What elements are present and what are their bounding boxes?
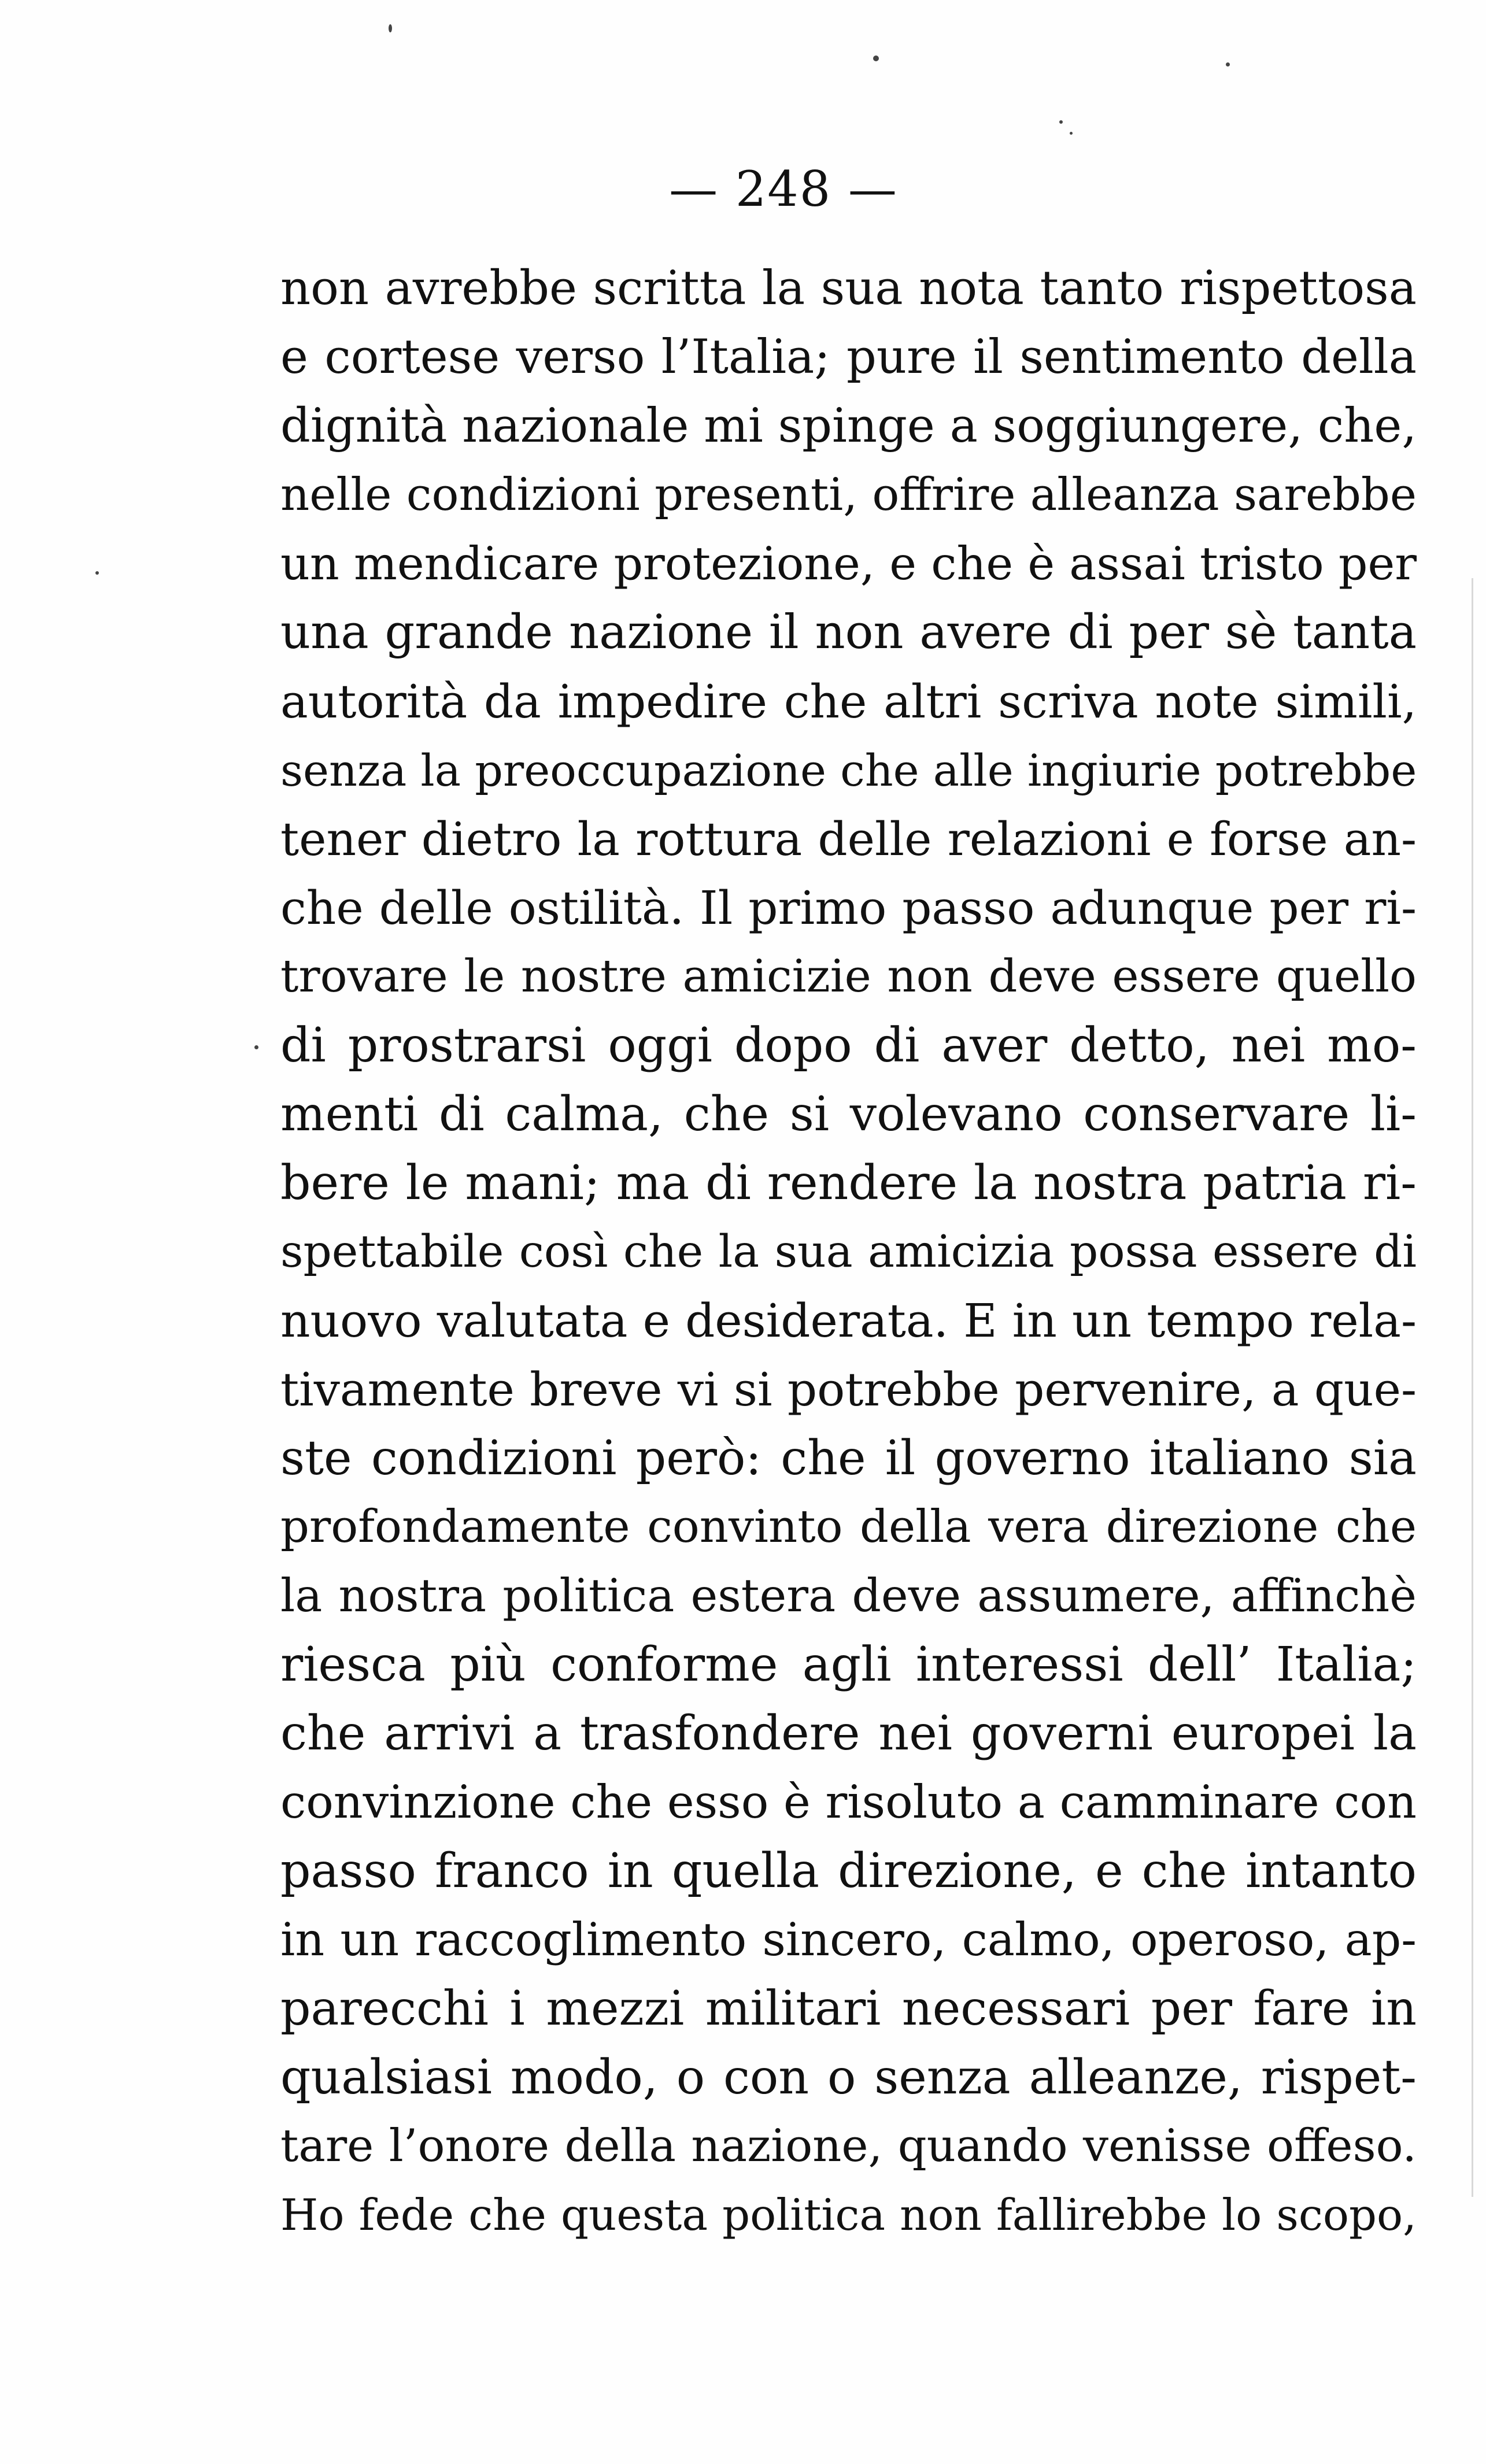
text-line: la nostra politica estera deve assumere, affinchè xyxy=(280,1569,1417,1622)
print-speck xyxy=(1226,62,1230,66)
print-speck xyxy=(873,56,879,61)
text-line: ste condizioni però: che il governo italiano sia xyxy=(280,1431,1417,1486)
print-speck xyxy=(389,24,392,32)
text-line: che delle ostilità. Il primo passo adunque per ri- xyxy=(280,881,1417,935)
text-line: nuovo valutata e desiderata. E in un tempo rela- xyxy=(280,1294,1417,1348)
text-line: che arrivi a trasfondere nei governi europei la xyxy=(280,1706,1417,1761)
text-line: un mendicare protezione, e che è assai tristo per xyxy=(280,537,1417,590)
text-line: qualsiasi modo, o con o senza alleanze, rispet- xyxy=(280,2050,1417,2105)
text-line: tivamente breve vi si potrebbe pervenire, a que- xyxy=(280,1363,1417,1416)
text-line: di prostrarsi oggi dopo di aver detto, nei mo- xyxy=(280,1018,1417,1073)
text-line: dignità nazionale mi spinge a soggiungere, che, xyxy=(280,399,1417,453)
text-line: trovare le nostre amicizie non deve essere quello xyxy=(280,950,1417,1002)
text-line: una grande nazione il non avere di per sè tanta xyxy=(280,605,1417,660)
text-line: in un raccoglimento sincero, calmo, operoso, ap- xyxy=(280,1913,1417,1966)
text-line: bere le mani; ma di rendere la nostra patria ri- xyxy=(280,1156,1417,1211)
print-speck xyxy=(1070,132,1073,135)
text-line: parecchi i mezzi militari necessari per fare in xyxy=(280,1981,1417,2036)
text-line: spettabile così che la sua amicizia possa essere di xyxy=(280,1226,1417,1278)
text-line: riesca più conforme agli interessi dell’ Italia; xyxy=(280,1637,1417,1692)
text-line: non avrebbe scritta la sua nota tanto rispettosa xyxy=(280,261,1417,316)
print-speck xyxy=(95,571,99,575)
text-line: convinzione che esso è risoluto a camminare con xyxy=(280,1775,1417,1829)
print-speck xyxy=(1059,120,1063,124)
text-line: autorità da impedire che altri scriva note simili, xyxy=(280,675,1417,728)
body-text xyxy=(280,254,1417,2250)
page-number-header: — 248 — xyxy=(669,161,898,217)
print-speck xyxy=(254,1045,258,1049)
page-edge-shadow xyxy=(1472,578,1473,2197)
text-line: Ho fede che questa politica non fallirebbe lo scopo, xyxy=(280,2189,1417,2240)
text-line: nelle condizioni presenti, offrire alleanza sarebbe xyxy=(280,469,1417,521)
text-line: passo franco in quella direzione, e che intanto xyxy=(280,1844,1417,1899)
text-line: tare l’onore della nazione, quando venisse offeso. xyxy=(280,2120,1417,2172)
text-line: tener dietro la rottura delle relazioni e forse an- xyxy=(280,812,1417,866)
text-line: e cortese verso l’Italia; pure il sentimento della xyxy=(280,330,1417,384)
text-line: profondamente convinto della vera direzione che xyxy=(280,1501,1417,1553)
text-line: senza la preoccupazione che alle ingiurie potrebbe xyxy=(280,745,1417,796)
text-line: menti di calma, che si volevano conservare li- xyxy=(280,1087,1417,1142)
